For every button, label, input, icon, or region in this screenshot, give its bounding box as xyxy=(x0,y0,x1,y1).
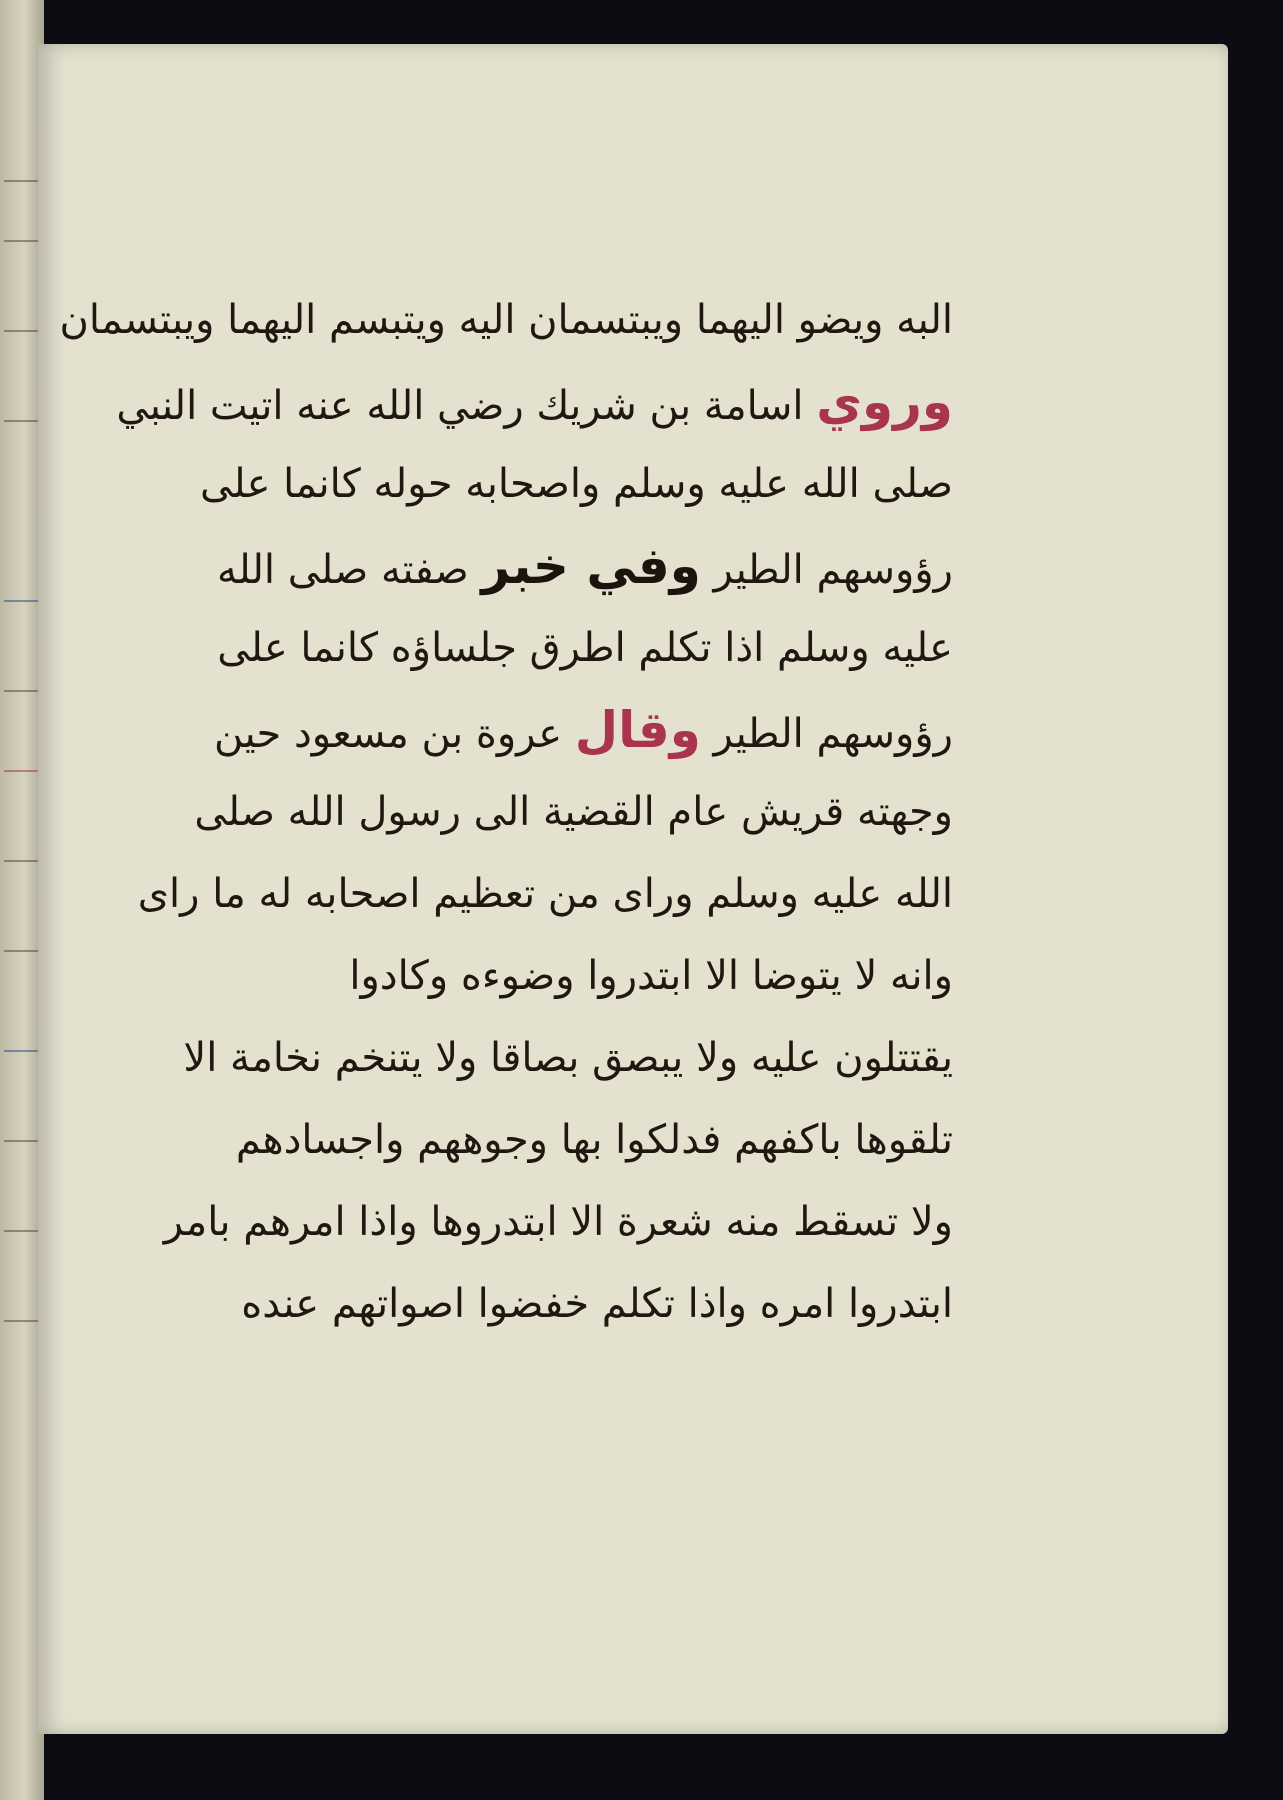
line-text: ولا تسقط منه شعرة الا ابتدروها واذا امرهم بامر xyxy=(163,1199,953,1245)
text-line xyxy=(153,1099,953,1181)
manuscript-page xyxy=(38,44,1228,1734)
rubric-word: وروي xyxy=(816,373,953,431)
rubric-word: وقال xyxy=(574,701,701,759)
text-line xyxy=(153,771,953,853)
line-text: تلقوها باكفهم فدلكوا بها وجوههم واجسادهم xyxy=(235,1117,953,1163)
text-line xyxy=(153,689,953,771)
line-text: ابتدروا امره واذا تكلم خفضوا اصواتهم عنده xyxy=(241,1281,953,1327)
line-text: صلى الله عليه وسلم واصحابه حوله كانما على xyxy=(200,461,953,507)
text-line xyxy=(153,1017,953,1099)
line-text: رؤوسهم الطير xyxy=(713,711,953,757)
text-line xyxy=(153,443,953,525)
line-text: رؤوسهم الطير xyxy=(713,547,953,593)
line-text: عليه وسلم اذا تكلم اطرق جلساؤه كانما على xyxy=(217,625,953,671)
text-line xyxy=(153,935,953,1017)
text-line xyxy=(59,279,953,361)
line-text: اسامة بن شريك رضي الله عنه اتيت النبي xyxy=(116,383,804,429)
line-text: وانه لا يتوضا الا ابتدروا وضوءه وكادوا xyxy=(349,953,953,999)
line-text: وجهته قريش عام القضية الى رسول الله صلى xyxy=(194,789,953,835)
text-line xyxy=(153,525,953,607)
text-line xyxy=(137,853,953,935)
line-text: عروة بن مسعود حين xyxy=(214,711,563,757)
text-block xyxy=(59,279,953,1345)
text-line xyxy=(116,361,953,443)
line-text: صفته صلى الله xyxy=(217,547,469,593)
emphasized-word: وفي خبر xyxy=(481,537,701,595)
text-line xyxy=(153,1263,953,1345)
text-line xyxy=(153,607,953,689)
line-text: يقتتلون عليه ولا يبصق بصاقا ولا يتنخم نخامة الا xyxy=(183,1035,953,1081)
line-text: البه ويضو اليهما ويبتسمان اليه ويتبسم اليهما ويبتسمان xyxy=(59,297,953,343)
line-text: الله عليه وسلم وراى من تعظيم اصحابه له ما راى xyxy=(137,871,953,917)
text-line xyxy=(153,1181,953,1263)
